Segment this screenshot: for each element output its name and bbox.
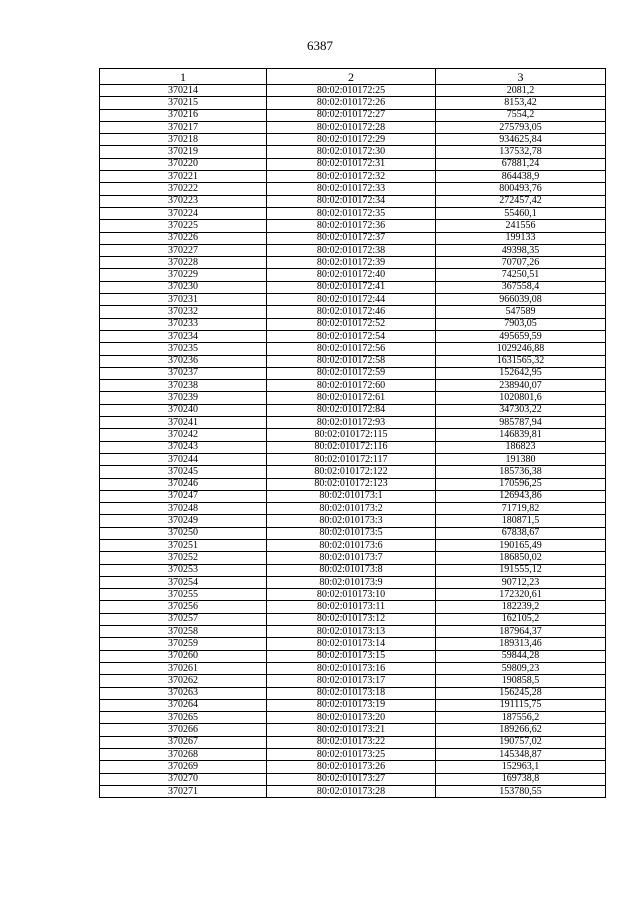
table-row: [100, 564, 606, 576]
table-row: [100, 195, 606, 207]
table-row: [100, 601, 606, 613]
table-row: [100, 662, 606, 674]
table-row: [100, 404, 606, 416]
cadastral-number-cell: 80:02:010172:46: [267, 306, 436, 318]
row-number-cell: 370246: [100, 478, 267, 490]
table-row: [100, 478, 606, 490]
table-row: [100, 244, 606, 256]
table-row: [100, 392, 606, 404]
value-cell: 864438,9: [436, 171, 606, 183]
table-header: [100, 69, 606, 85]
row-number-cell: 370222: [100, 183, 267, 195]
row-number-cell: 370227: [100, 244, 267, 256]
table-row: [100, 183, 606, 195]
value-cell: 152963,1: [436, 761, 606, 773]
table-row: [100, 269, 606, 281]
table-row: [100, 367, 606, 379]
row-number-cell: 370237: [100, 367, 267, 379]
value-cell: 67838,67: [436, 527, 606, 539]
cadastral-number-cell: 80:02:010172:37: [267, 232, 436, 244]
value-cell: 187964,37: [436, 626, 606, 638]
value-cell: 126943,86: [436, 490, 606, 502]
table-row: [100, 527, 606, 539]
row-number-cell: 370251: [100, 539, 267, 551]
row-number-cell: 370236: [100, 355, 267, 367]
table-row: [100, 650, 606, 662]
value-cell: 191555,12: [436, 564, 606, 576]
cadastral-number-cell: 80:02:010172:36: [267, 220, 436, 232]
table-row: [100, 539, 606, 551]
row-number-cell: 370242: [100, 429, 267, 441]
table-row: [100, 736, 606, 748]
cadastral-number-cell: 80:02:010172:26: [267, 97, 436, 109]
value-cell: 186850,02: [436, 552, 606, 564]
table-row: [100, 761, 606, 773]
value-cell: 67881,24: [436, 158, 606, 170]
cadastral-number-cell: 80:02:010173:22: [267, 736, 436, 748]
table-row: [100, 675, 606, 687]
cadastral-number-cell: 80:02:010172:116: [267, 441, 436, 453]
value-cell: 180871,5: [436, 515, 606, 527]
cadastral-number-cell: 80:02:010172:44: [267, 294, 436, 306]
row-number-cell: 370267: [100, 736, 267, 748]
table-row: [100, 503, 606, 515]
table-row: [100, 490, 606, 502]
value-cell: 185736,38: [436, 466, 606, 478]
cadastral-number-cell: 80:02:010172:35: [267, 207, 436, 219]
value-cell: 137532,78: [436, 146, 606, 158]
row-number-cell: 370269: [100, 761, 267, 773]
row-number-cell: 370249: [100, 515, 267, 527]
cadastral-number-cell: 80:02:010173:1: [267, 490, 436, 502]
data-table: [99, 68, 606, 798]
table-row: [100, 257, 606, 269]
table-row: [100, 355, 606, 367]
table-row: [100, 330, 606, 342]
table-row: [100, 232, 606, 244]
row-number-cell: 370264: [100, 699, 267, 711]
value-cell: 199133: [436, 232, 606, 244]
cadastral-number-cell: 80:02:010172:29: [267, 134, 436, 146]
cadastral-number-cell: 80:02:010172:32: [267, 171, 436, 183]
row-number-cell: 370228: [100, 257, 267, 269]
value-cell: 191380: [436, 453, 606, 465]
cadastral-number-cell: 80:02:010172:122: [267, 466, 436, 478]
table-row: [100, 589, 606, 601]
table-row: [100, 220, 606, 232]
row-number-cell: 370215: [100, 97, 267, 109]
value-cell: 1631565,32: [436, 355, 606, 367]
row-number-cell: 370217: [100, 121, 267, 133]
value-cell: 152642,95: [436, 367, 606, 379]
value-cell: 2081,2: [436, 85, 606, 97]
table-row: [100, 417, 606, 429]
value-cell: 7554,2: [436, 109, 606, 121]
row-number-cell: 370224: [100, 207, 267, 219]
row-number-cell: 370261: [100, 662, 267, 674]
row-number-cell: 370259: [100, 638, 267, 650]
value-cell: 8153,42: [436, 97, 606, 109]
cadastral-number-cell: 80:02:010172:123: [267, 478, 436, 490]
row-number-cell: 370240: [100, 404, 267, 416]
table-row: [100, 146, 606, 158]
value-cell: 156245,28: [436, 687, 606, 699]
value-cell: 966039,08: [436, 294, 606, 306]
row-number-cell: 370244: [100, 453, 267, 465]
cadastral-number-cell: 80:02:010173:18: [267, 687, 436, 699]
cadastral-number-cell: 80:02:010173:10: [267, 589, 436, 601]
value-cell: 495659,59: [436, 330, 606, 342]
column-header-3: 3: [436, 69, 606, 85]
cadastral-number-cell: 80:02:010173:19: [267, 699, 436, 711]
value-cell: 7903,05: [436, 318, 606, 330]
value-cell: 90712,23: [436, 576, 606, 588]
table-row: [100, 97, 606, 109]
cadastral-number-cell: 80:02:010173:11: [267, 601, 436, 613]
value-cell: 1020801,6: [436, 392, 606, 404]
cadastral-number-cell: 80:02:010172:27: [267, 109, 436, 121]
table-row: [100, 749, 606, 761]
row-number-cell: 370243: [100, 441, 267, 453]
table-row: [100, 785, 606, 797]
row-number-cell: 370214: [100, 85, 267, 97]
cadastral-number-cell: 80:02:010173:26: [267, 761, 436, 773]
value-cell: 275793,05: [436, 121, 606, 133]
table-row: [100, 306, 606, 318]
table-row: [100, 638, 606, 650]
row-number-cell: 370271: [100, 785, 267, 797]
value-cell: 347303,22: [436, 404, 606, 416]
value-cell: 190165,49: [436, 539, 606, 551]
row-number-cell: 370231: [100, 294, 267, 306]
cadastral-number-cell: 80:02:010173:16: [267, 662, 436, 674]
cadastral-number-cell: 80:02:010173:9: [267, 576, 436, 588]
cadastral-number-cell: 80:02:010173:15: [267, 650, 436, 662]
row-number-cell: 370220: [100, 158, 267, 170]
table-row: [100, 85, 606, 97]
cadastral-number-cell: 80:02:010172:52: [267, 318, 436, 330]
cadastral-number-cell: 80:02:010172:25: [267, 85, 436, 97]
cadastral-number-cell: 80:02:010172:56: [267, 343, 436, 355]
cadastral-number-cell: 80:02:010172:31: [267, 158, 436, 170]
value-cell: 170596,25: [436, 478, 606, 490]
row-number-cell: 370260: [100, 650, 267, 662]
row-number-cell: 370233: [100, 318, 267, 330]
cadastral-number-cell: 80:02:010173:6: [267, 539, 436, 551]
value-cell: 241556: [436, 220, 606, 232]
value-cell: 153780,55: [436, 785, 606, 797]
cadastral-number-cell: 80:02:010172:38: [267, 244, 436, 256]
value-cell: 145348,87: [436, 749, 606, 761]
cadastral-number-cell: 80:02:010172:39: [267, 257, 436, 269]
cadastral-number-cell: 80:02:010172:54: [267, 330, 436, 342]
row-number-cell: 370255: [100, 589, 267, 601]
row-number-cell: 370238: [100, 380, 267, 392]
table-row: [100, 207, 606, 219]
table-row: [100, 380, 606, 392]
value-cell: 49398,35: [436, 244, 606, 256]
table-row: [100, 699, 606, 711]
cadastral-number-cell: 80:02:010172:28: [267, 121, 436, 133]
value-cell: 186823: [436, 441, 606, 453]
row-number-cell: 370257: [100, 613, 267, 625]
row-number-cell: 370245: [100, 466, 267, 478]
cadastral-number-cell: 80:02:010172:115: [267, 429, 436, 441]
row-number-cell: 370262: [100, 675, 267, 687]
table-row: [100, 121, 606, 133]
cadastral-number-cell: 80:02:010173:2: [267, 503, 436, 515]
value-cell: 59809,23: [436, 662, 606, 674]
row-number-cell: 370230: [100, 281, 267, 293]
value-cell: 190858,5: [436, 675, 606, 687]
table-row: [100, 773, 606, 785]
row-number-cell: 370250: [100, 527, 267, 539]
table-row: [100, 134, 606, 146]
header-row: [100, 69, 606, 85]
table-row: [100, 109, 606, 121]
table-row: [100, 171, 606, 183]
row-number-cell: 370256: [100, 601, 267, 613]
cadastral-number-cell: 80:02:010172:33: [267, 183, 436, 195]
table-row: [100, 687, 606, 699]
row-number-cell: 370252: [100, 552, 267, 564]
cadastral-number-cell: 80:02:010173:20: [267, 712, 436, 724]
value-cell: 187556,2: [436, 712, 606, 724]
table-row: [100, 158, 606, 170]
cadastral-number-cell: 80:02:010173:17: [267, 675, 436, 687]
cadastral-number-cell: 80:02:010172:59: [267, 367, 436, 379]
cadastral-number-cell: 80:02:010173:25: [267, 749, 436, 761]
value-cell: 146839,81: [436, 429, 606, 441]
cadastral-number-cell: 80:02:010173:21: [267, 724, 436, 736]
cadastral-number-cell: 80:02:010172:117: [267, 453, 436, 465]
row-number-cell: 370241: [100, 417, 267, 429]
cadastral-number-cell: 80:02:010172:58: [267, 355, 436, 367]
table-row: [100, 724, 606, 736]
value-cell: 169738,8: [436, 773, 606, 785]
row-number-cell: 370253: [100, 564, 267, 576]
row-number-cell: 370229: [100, 269, 267, 281]
row-number-cell: 370268: [100, 749, 267, 761]
cadastral-number-cell: 80:02:010172:40: [267, 269, 436, 281]
row-number-cell: 370219: [100, 146, 267, 158]
cadastral-number-cell: 80:02:010172:30: [267, 146, 436, 158]
table-row: [100, 343, 606, 355]
cadastral-number-cell: 80:02:010173:14: [267, 638, 436, 650]
value-cell: 1029246,88: [436, 343, 606, 355]
cadastral-number-cell: 80:02:010173:8: [267, 564, 436, 576]
value-cell: 162105,2: [436, 613, 606, 625]
table-row: [100, 626, 606, 638]
cadastral-number-cell: 80:02:010172:34: [267, 195, 436, 207]
value-cell: 272457,42: [436, 195, 606, 207]
row-number-cell: 370232: [100, 306, 267, 318]
value-cell: 59844,28: [436, 650, 606, 662]
value-cell: 172320,61: [436, 589, 606, 601]
row-number-cell: 370254: [100, 576, 267, 588]
column-header-1: 1: [100, 69, 267, 85]
value-cell: 934625,84: [436, 134, 606, 146]
row-number-cell: 370234: [100, 330, 267, 342]
row-number-cell: 370221: [100, 171, 267, 183]
table-row: [100, 441, 606, 453]
value-cell: 74250,51: [436, 269, 606, 281]
cadastral-number-cell: 80:02:010173:28: [267, 785, 436, 797]
cadastral-number-cell: 80:02:010173:5: [267, 527, 436, 539]
cadastral-number-cell: 80:02:010172:93: [267, 417, 436, 429]
cadastral-number-cell: 80:02:010172:41: [267, 281, 436, 293]
table-row: [100, 281, 606, 293]
value-cell: 182239,2: [436, 601, 606, 613]
value-cell: 238940,07: [436, 380, 606, 392]
table-row: [100, 294, 606, 306]
cadastral-number-cell: 80:02:010172:84: [267, 404, 436, 416]
row-number-cell: 370235: [100, 343, 267, 355]
cadastral-number-cell: 80:02:010173:12: [267, 613, 436, 625]
value-cell: 800493,76: [436, 183, 606, 195]
page-number: 6387: [307, 38, 333, 53]
table-body: [100, 85, 606, 798]
value-cell: 190757,02: [436, 736, 606, 748]
value-cell: 191115,75: [436, 699, 606, 711]
cadastral-number-cell: 80:02:010173:3: [267, 515, 436, 527]
table-row: [100, 318, 606, 330]
column-header-2: 2: [267, 69, 436, 85]
value-cell: 985787,94: [436, 417, 606, 429]
table-row: [100, 453, 606, 465]
row-number-cell: 370258: [100, 626, 267, 638]
table-row: [100, 515, 606, 527]
row-number-cell: 370266: [100, 724, 267, 736]
cadastral-number-cell: 80:02:010173:27: [267, 773, 436, 785]
cadastral-number-cell: 80:02:010173:7: [267, 552, 436, 564]
table-row: [100, 429, 606, 441]
value-cell: 71719,82: [436, 503, 606, 515]
value-cell: 189266,62: [436, 724, 606, 736]
table-row: [100, 576, 606, 588]
row-number-cell: 370247: [100, 490, 267, 502]
table-row: [100, 613, 606, 625]
row-number-cell: 370218: [100, 134, 267, 146]
row-number-cell: 370226: [100, 232, 267, 244]
row-number-cell: 370216: [100, 109, 267, 121]
row-number-cell: 370225: [100, 220, 267, 232]
row-number-cell: 370263: [100, 687, 267, 699]
cadastral-number-cell: 80:02:010172:61: [267, 392, 436, 404]
value-cell: 367558,4: [436, 281, 606, 293]
value-cell: 55460,1: [436, 207, 606, 219]
table-row: [100, 552, 606, 564]
table-row: [100, 712, 606, 724]
row-number-cell: 370270: [100, 773, 267, 785]
row-number-cell: 370248: [100, 503, 267, 515]
row-number-cell: 370265: [100, 712, 267, 724]
table-row: [100, 466, 606, 478]
row-number-cell: 370239: [100, 392, 267, 404]
value-cell: 70707,26: [436, 257, 606, 269]
value-cell: 189313,46: [436, 638, 606, 650]
row-number-cell: 370223: [100, 195, 267, 207]
cadastral-number-cell: 80:02:010172:60: [267, 380, 436, 392]
value-cell: 547589: [436, 306, 606, 318]
cadastral-number-cell: 80:02:010173:13: [267, 626, 436, 638]
